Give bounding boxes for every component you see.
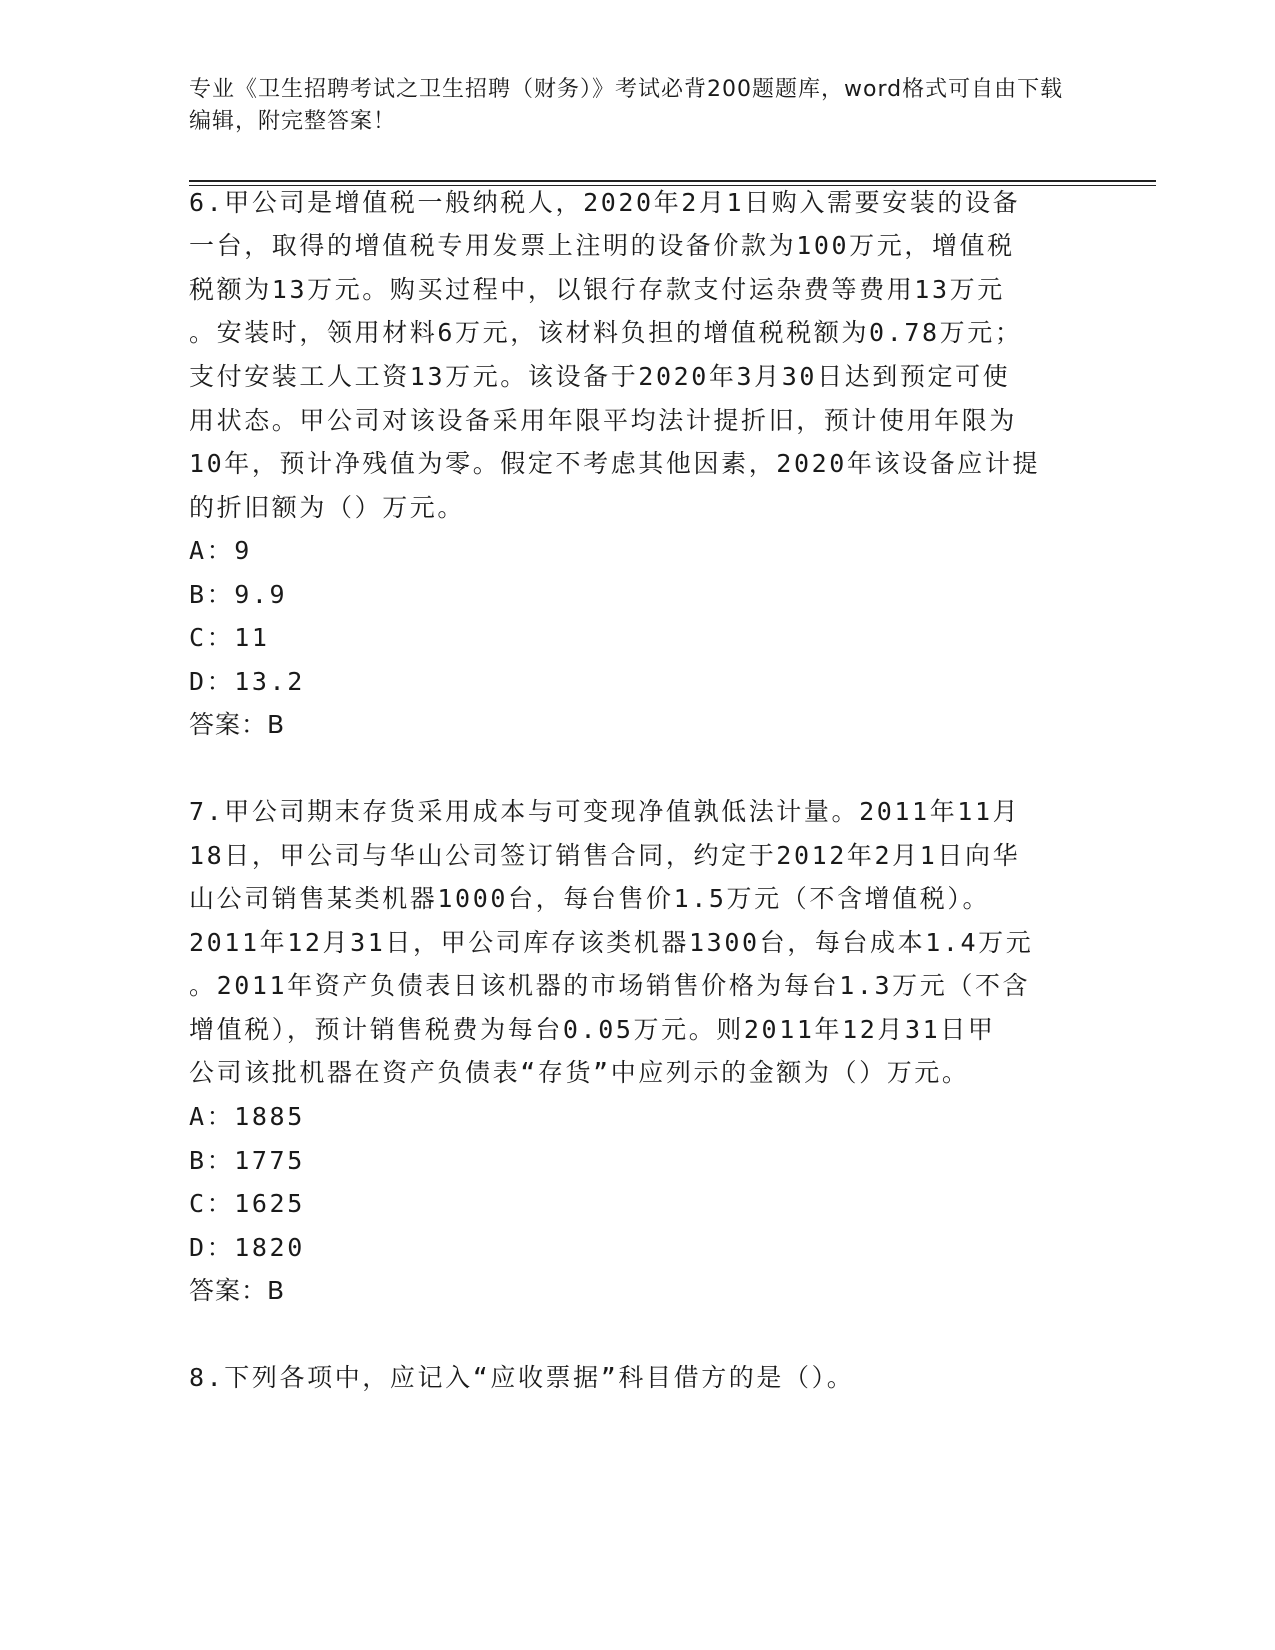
question-7-line-3: 山公司销售某类机器1000台，每台售价1.5万元（不含增值税）。 — [189, 884, 991, 913]
question-7-answer: 答案：B — [189, 1276, 286, 1305]
question-7-option-d: D：1820 — [189, 1233, 305, 1262]
question-6-option-c: C：11 — [189, 623, 270, 652]
header-divider-thick — [189, 180, 1156, 182]
question-7-line-2: 18日，甲公司与华山公司签订销售合同，约定于2012年2月1日向华 — [189, 841, 1021, 870]
question-7-option-b: B：1775 — [189, 1146, 305, 1175]
question-7-line-7: 公司该批机器在资产负债表“存货”中应列示的金额为（）万元。 — [189, 1058, 970, 1087]
question-6-line-3: 税额为13万元。购买过程中，以银行存款支付运杂费等费用13万元 — [189, 275, 1005, 304]
question-6-option-b: B：9.9 — [189, 580, 288, 609]
question-7-option-a: A：1885 — [189, 1102, 305, 1131]
question-6-line-2: 一台，取得的增值税专用发票上注明的设备价款为100万元，增值税 — [189, 231, 1015, 260]
question-6-answer: 答案：B — [189, 710, 286, 739]
question-7-option-c: C：1625 — [189, 1189, 305, 1218]
question-6-option-d: D：13.2 — [189, 667, 305, 696]
question-6-option-a: A：9 — [189, 536, 252, 565]
document-header: 专业《卫生招聘考试之卫生招聘（财务）》考试必背200题题库，word格式可自由下载编辑，附完整答案！ — [189, 77, 1064, 134]
question-6-line-5: 支付安装工人工资13万元。该设备于2020年3月30日达到预定可使 — [189, 362, 1011, 391]
question-7-line-6: 增值税），预计销售税费为每台0.05万元。则2011年12月31日甲 — [189, 1015, 996, 1044]
question-8-line-1: 8.下列各项中，应记入“应收票据”科目借方的是（）。 — [189, 1363, 855, 1392]
question-6-line-1: 6.甲公司是增值税一般纳税人，2020年2月1日购入需要安装的设备 — [189, 188, 1021, 217]
question-6-line-7: 10年，预计净残值为零。假定不考虑其他因素，2020年该设备应计提 — [189, 449, 1041, 478]
question-7-line-1: 7.甲公司期末存货采用成本与可变现净值孰低法计量。2011年11月 — [189, 797, 1021, 826]
question-6-line-8: 的折旧额为（）万元。 — [189, 493, 466, 522]
question-6-line-6: 用状态。甲公司对该设备采用年限平均法计提折旧，预计使用年限为 — [189, 406, 1018, 435]
question-7-line-4: 2011年12月31日，甲公司库存该类机器1300台，每台成本1.4万元 — [189, 928, 1034, 957]
question-6-line-4: 。安装时，领用材料6万元，该材料负担的增值税税额为0.78万元； — [189, 318, 1023, 347]
question-7-line-5: 。2011年资产负债表日该机器的市场销售价格为每台1.3万元（不含 — [189, 971, 1031, 1000]
